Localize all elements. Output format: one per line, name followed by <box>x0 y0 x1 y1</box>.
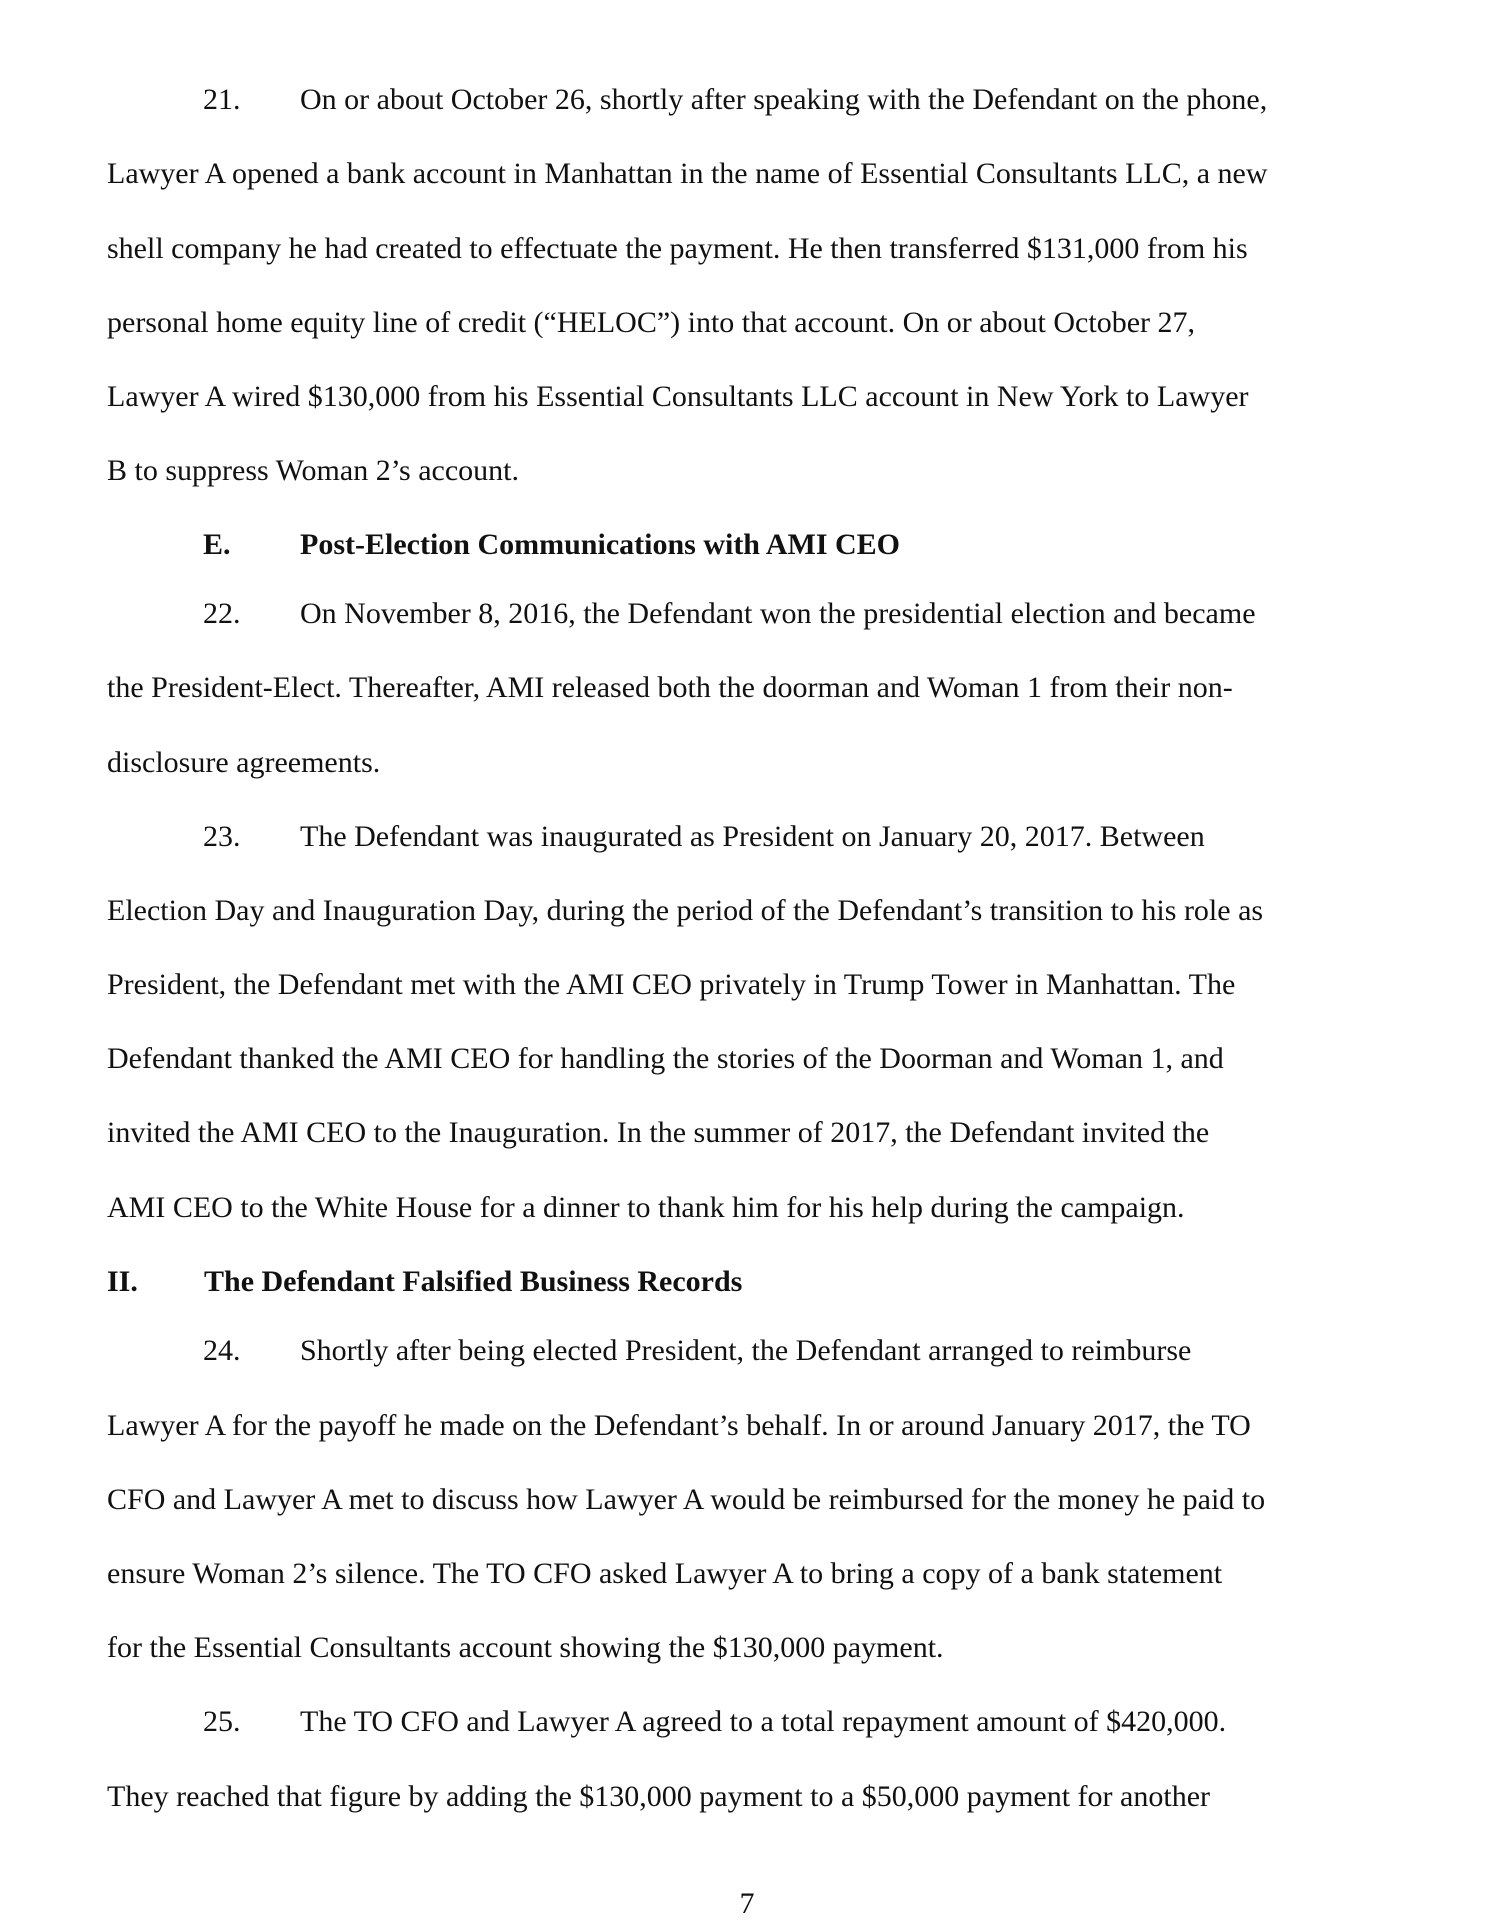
line-text: The Defendant was inaugurated as President on January 20, 2017. Between <box>300 820 1205 853</box>
paragraph-number: 22. <box>203 597 241 630</box>
paragraph-line: invited the AMI CEO to the Inauguration. In the summer of 2017, the Defendant invited the <box>107 1116 1210 1149</box>
paragraph-line: They reached that figure by adding the $130,000 payment to a $50,000 payment for another <box>107 1780 1210 1813</box>
paragraph-line: the President-Elect. Thereafter, AMI released both the doorman and Woman 1 from their non- <box>107 671 1233 704</box>
paragraph-line <box>203 82 1267 118</box>
paragraph-line <box>203 819 1205 855</box>
paragraph-line: Election Day and Inauguration Day, during the period of the Defendant’s transition to his role as <box>107 894 1264 927</box>
paragraph-line <box>203 1333 1191 1369</box>
paragraph-line: Lawyer A wired $130,000 from his Essential Consultants LLC account in New York to Lawyer <box>107 380 1249 413</box>
paragraph-line: B to suppress Woman 2’s account. <box>107 454 519 487</box>
paragraph-line: personal home equity line of credit (“HELOC”) into that account. On or about October 27, <box>107 306 1195 339</box>
paragraph-line: disclosure agreements. <box>107 746 381 779</box>
paragraph-line: President, the Defendant met with the AMI CEO privately in Trump Tower in Manhattan. The <box>107 968 1236 1001</box>
paragraph-number: 23. <box>203 820 241 853</box>
paragraph-number: 21. <box>203 83 241 116</box>
paragraph-line: Lawyer A opened a bank account in Manhattan in the name of Essential Consultants LLC, a new <box>107 157 1268 190</box>
section-title: The Defendant Falsified Business Records <box>204 1265 743 1298</box>
paragraph-number: 24. <box>203 1334 241 1367</box>
paragraph-line: CFO and Lawyer A met to discuss how Lawyer A would be reimbursed for the money he paid to <box>107 1483 1266 1516</box>
paragraph-line: ensure Woman 2’s silence. The TO CFO asked Lawyer A to bring a copy of a bank statement <box>107 1557 1223 1590</box>
paragraph-line: Defendant thanked the AMI CEO for handling the stories of the Doorman and Woman 1, and <box>107 1042 1224 1075</box>
line-text: On November 8, 2016, the Defendant won the presidential election and became <box>300 597 1256 630</box>
section-title: Post-Election Communications with AMI CEO <box>300 528 900 561</box>
paragraph-line <box>203 1704 1226 1740</box>
line-text: On or about October 26, shortly after speaking with the Defendant on the phone, <box>300 83 1268 116</box>
paragraph-line: shell company he had created to effectuate the payment. He then transferred $131,000 from his <box>107 232 1248 265</box>
paragraph-line: AMI CEO to the White House for a dinner to thank him for his help during the campaign. <box>107 1191 1185 1224</box>
line-text: The TO CFO and Lawyer A agreed to a total repayment amount of $420,000. <box>300 1705 1227 1738</box>
paragraph-line <box>203 596 1256 632</box>
section-letter: E. <box>203 528 231 561</box>
section-numeral: II. <box>107 1265 138 1298</box>
paragraph-line: Lawyer A for the payoff he made on the Defendant’s behalf. In or around January 2017, the TO <box>107 1409 1251 1442</box>
page-number: 7 <box>739 1887 755 1920</box>
line-text: Shortly after being elected President, the Defendant arranged to reimburse <box>300 1334 1192 1367</box>
paragraph-line: for the Essential Consultants account showing the $130,000 payment. <box>107 1631 944 1664</box>
paragraph-number: 25. <box>203 1705 241 1738</box>
